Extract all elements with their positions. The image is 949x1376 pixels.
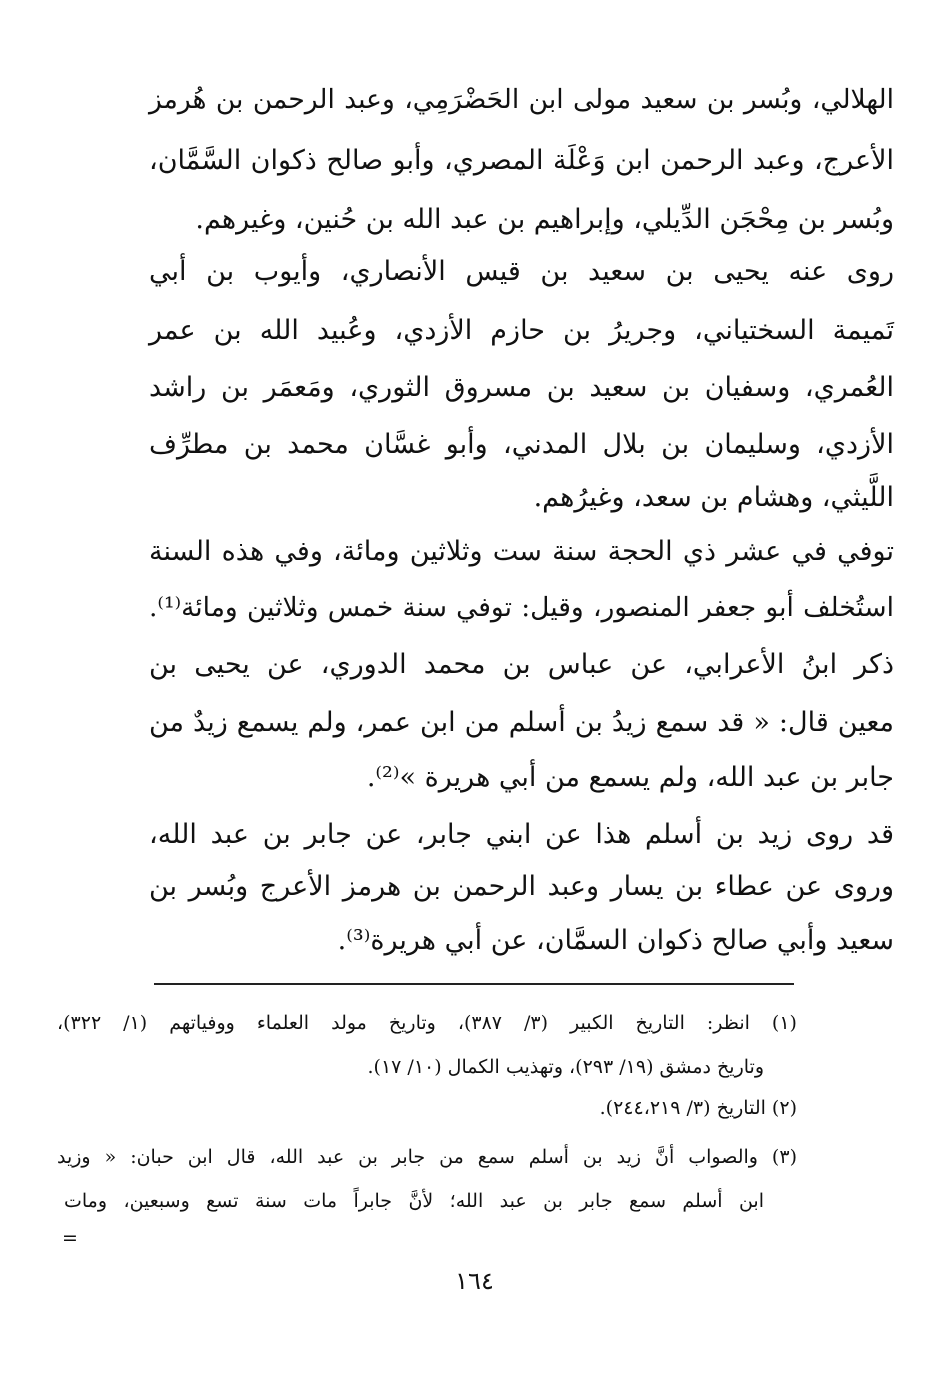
- footnote-line: ابن أسلم سمع جابر بن عبد الله؛ لأنَّ جابراً مات سنة تسع وسبعين، ومات: [64, 1190, 764, 1212]
- footnote-line: (٢) التاريخ (٣/ ٢٤٤،٢١٩).: [599, 1097, 797, 1119]
- body-text-line: قد روى زيد بن أسلم هذا عن ابني جابر، عن جابر بن عبد الله،: [149, 819, 894, 850]
- body-text-line: تَميمة السختياني، وجريرُ بن حازم الأزدي، وعُبيد الله بن عمر: [149, 315, 894, 346]
- body-text-line: الأعرج، وعبد الرحمن ابن وَعْلَة المصري، وأبو صالح ذكوان السَّمَّان،: [149, 145, 894, 176]
- footnote-line: (٣) والصواب أنَّ زيد بن أسلم سمع من جابر بن عبد الله، قال ابن حبان: « وزيد: [57, 1146, 797, 1168]
- body-text-line: استُخلف أبو جعفر المنصور، وقيل: توفي سنة خمس وثلاثين ومائة⁽¹⁾.: [149, 592, 894, 623]
- footnote-line: وتاريخ دمشق (١٩/ ٢٩٣)، وتهذيب الكمال (١٠/ ١٧).: [367, 1056, 764, 1078]
- footnote-separator: [154, 983, 794, 985]
- body-text-line: معين قال: « قد سمع زيدُ بن أسلم من ابن عمر، ولم يسمع زيدٌ من: [149, 707, 894, 738]
- body-text-line: الأزدي، وسليمان بن بلال المدني، وأبو غسَّان محمد بن مطرِّف: [149, 429, 894, 460]
- body-text-line: سعيد وأبي صالح ذكوان السمَّان، عن أبي هريرة⁽³⁾.: [337, 925, 894, 956]
- body-text-line: ذكر ابنُ الأعرابي، عن عباس بن محمد الدوري، عن يحيى بن: [149, 649, 894, 680]
- body-text-line: اللَّيثي، وهشام بن سعد، وغيرُهم.: [533, 482, 894, 513]
- body-text-line: العُمري، وسفيان بن سعيد بن مسروق الثوري، ومَعمَر بن راشد: [149, 372, 894, 403]
- body-text-line: الهلالي، وبُسر بن سعيد مولى ابن الحَضْرَمِي، وعبد الرحمن بن هُرمز: [149, 84, 894, 115]
- page-number: ١٦٤: [455, 1267, 494, 1295]
- body-text-line: وروى عن عطاء بن يسار وعبد الرحمن بن هرمز الأعرج وبُسر بن: [149, 871, 894, 902]
- footnote-line: (١) انظر: التاريخ الكبير (٣/ ٣٨٧)، وتاريخ مولد العلماء ووفياتهم (١/ ٣٢٢)،: [57, 1012, 797, 1034]
- footnote-continuation-mark: =: [62, 1227, 78, 1249]
- body-text-line: وبُسر بن مِحْجَن الدِّيلي، وإبراهيم بن عبد الله بن حُنين، وغيرهم.: [195, 204, 894, 235]
- body-text-line: روى عنه يحيى بن سعيد بن قيس الأنصاري، وأيوب بن أبي: [149, 256, 894, 287]
- body-text-line: جابر بن عبد الله، ولم يسمع من أبي هريرة »⁽²⁾.: [366, 762, 894, 793]
- body-text-line: توفي في عشر ذي الحجة سنة ست وثلاثين ومائة، وفي هذه السنة: [149, 536, 894, 567]
